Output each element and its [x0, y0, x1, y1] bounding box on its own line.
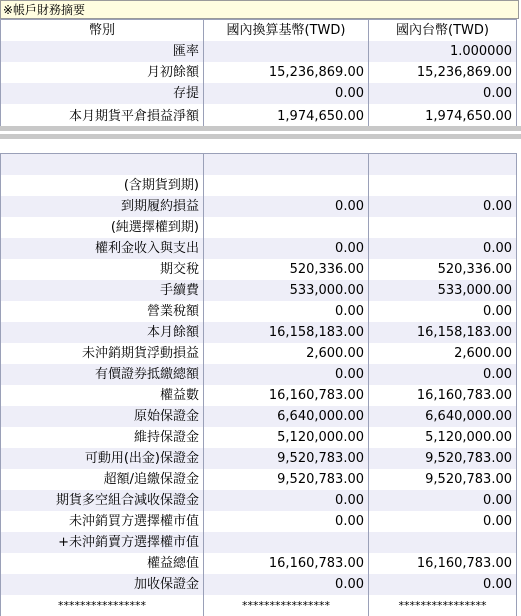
row-local-value: 6,640,000.00 [369, 406, 517, 427]
row-base-value: 533,000.00 [204, 280, 369, 301]
table-row [1, 364, 517, 385]
row-base-value: 0.00 [204, 574, 369, 595]
row-local-value [369, 154, 517, 175]
table-row [1, 301, 517, 322]
row-base-value [204, 41, 369, 62]
row-base-value: 9,520,783.00 [204, 448, 369, 469]
row-label: 本月餘額 [1, 322, 204, 343]
row-base-value: 16,160,783.00 [204, 385, 369, 406]
row-base-value: 5,120,000.00 [204, 427, 369, 448]
table-row [1, 490, 517, 511]
row-local-value [369, 217, 517, 238]
table-row [1, 469, 517, 490]
row-label: 維持保證金 [1, 427, 204, 448]
row-base-value: 0.00 [204, 301, 369, 322]
row-label: 未沖銷買方選擇權市值 [1, 511, 204, 532]
row-base-value [204, 154, 369, 175]
row-label: +未沖銷賣方選擇權市值 [1, 532, 204, 553]
row-local-value: 2,600.00 [369, 343, 517, 364]
row-base-value: 0.00 [204, 83, 369, 104]
row-local-value: 0.00 [369, 301, 517, 322]
summary-table-bottom [0, 153, 517, 616]
row-label: 可動用(出金)保證金 [1, 448, 204, 469]
row-label: 加收保證金 [1, 574, 204, 595]
row-local-value: 5,120,000.00 [369, 427, 517, 448]
row-base-value: 0.00 [204, 238, 369, 259]
row-base-value: 0.00 [204, 511, 369, 532]
row-base-value: 0.00 [204, 364, 369, 385]
row-label: (含期貨到期) [1, 175, 204, 196]
row-label: 期交稅 [1, 259, 204, 280]
table-row [1, 574, 517, 595]
table-row [1, 41, 517, 62]
row-local-value: 0.00 [369, 238, 517, 259]
row-label: 到期履約損益 [1, 196, 204, 217]
table-row [1, 448, 517, 469]
table-row [1, 595, 517, 616]
row-local-value: 0.00 [369, 196, 517, 217]
table-row [1, 385, 517, 406]
table-row [1, 532, 517, 553]
section-title: ※帳戶財務摘要 [0, 0, 519, 19]
row-label: 權利金收入與支出 [1, 238, 204, 259]
row-base-value [204, 217, 369, 238]
row-local-value: 0.00 [369, 574, 517, 595]
row-local-value: 520,336.00 [369, 259, 517, 280]
row-base-value: 1,974,650.00 [204, 104, 369, 130]
separator-stars: **************** [204, 595, 369, 616]
table-row [1, 238, 517, 259]
table-row [1, 322, 517, 343]
table-row [1, 175, 517, 196]
row-base-value: 16,160,783.00 [204, 553, 369, 574]
table-row [1, 280, 517, 301]
table-row [1, 511, 517, 532]
header-row [1, 20, 517, 42]
row-local-value: 9,520,783.00 [369, 448, 517, 469]
row-local-value: 0.00 [369, 490, 517, 511]
row-label: 本月期貨平倉損益淨額 [1, 104, 204, 130]
table-row [1, 196, 517, 217]
row-local-value: 15,236,869.00 [369, 62, 517, 83]
row-base-value: 2,600.00 [204, 343, 369, 364]
row-label: 超額/追繳保證金 [1, 469, 204, 490]
row-local-value: 16,160,783.00 [369, 553, 517, 574]
table-row [1, 154, 517, 175]
row-local-value: 533,000.00 [369, 280, 517, 301]
header-base-currency: 國內換算基幣(TWD) [204, 20, 369, 42]
row-local-value: 16,158,183.00 [369, 322, 517, 343]
row-base-value: 9,520,783.00 [204, 469, 369, 490]
row-label: 手續費 [1, 280, 204, 301]
row-local-value: 9,520,783.00 [369, 469, 517, 490]
row-label: 月初餘額 [1, 62, 204, 83]
row-label: 權益數 [1, 385, 204, 406]
table-row [1, 83, 517, 104]
table-row [1, 217, 517, 238]
section-divider [0, 134, 521, 139]
row-base-value: 15,236,869.00 [204, 62, 369, 83]
row-local-value: 1,974,650.00 [369, 104, 517, 130]
row-label: 原始保證金 [1, 406, 204, 427]
row-local-value: 0.00 [369, 511, 517, 532]
table-row [1, 427, 517, 448]
row-local-value: 0.00 [369, 364, 517, 385]
row-local-value: 0.00 [369, 83, 517, 104]
summary-table-top [0, 19, 517, 130]
row-base-value: 0.00 [204, 490, 369, 511]
row-local-value: 16,160,783.00 [369, 385, 517, 406]
row-label: 未沖銷期貨浮動損益 [1, 343, 204, 364]
row-local-value: 1.000000 [369, 41, 517, 62]
separator-stars: **************** [369, 595, 517, 616]
row-local-value [369, 175, 517, 196]
row-label: 有價證券抵繳總額 [1, 364, 204, 385]
header-local-currency: 國內台幣(TWD) [369, 20, 517, 42]
row-base-value [204, 532, 369, 553]
row-label [1, 154, 204, 175]
row-base-value: 520,336.00 [204, 259, 369, 280]
table-row [1, 62, 517, 83]
header-currency: 幣別 [1, 20, 204, 42]
row-base-value: 6,640,000.00 [204, 406, 369, 427]
table-row [1, 406, 517, 427]
row-base-value: 16,158,183.00 [204, 322, 369, 343]
row-label: 營業稅額 [1, 301, 204, 322]
row-label: 權益總值 [1, 553, 204, 574]
row-label: (純選擇權到期) [1, 217, 204, 238]
row-label: 存提 [1, 83, 204, 104]
section-divider [0, 126, 521, 131]
row-base-value: 0.00 [204, 196, 369, 217]
row-local-value [369, 532, 517, 553]
row-base-value [204, 175, 369, 196]
table-row [1, 259, 517, 280]
table-row [1, 343, 517, 364]
table-row [1, 553, 517, 574]
row-label: 匯率 [1, 41, 204, 62]
row-label: 期貨多空組合減收保證金 [1, 490, 204, 511]
separator-stars: **************** [1, 595, 204, 616]
